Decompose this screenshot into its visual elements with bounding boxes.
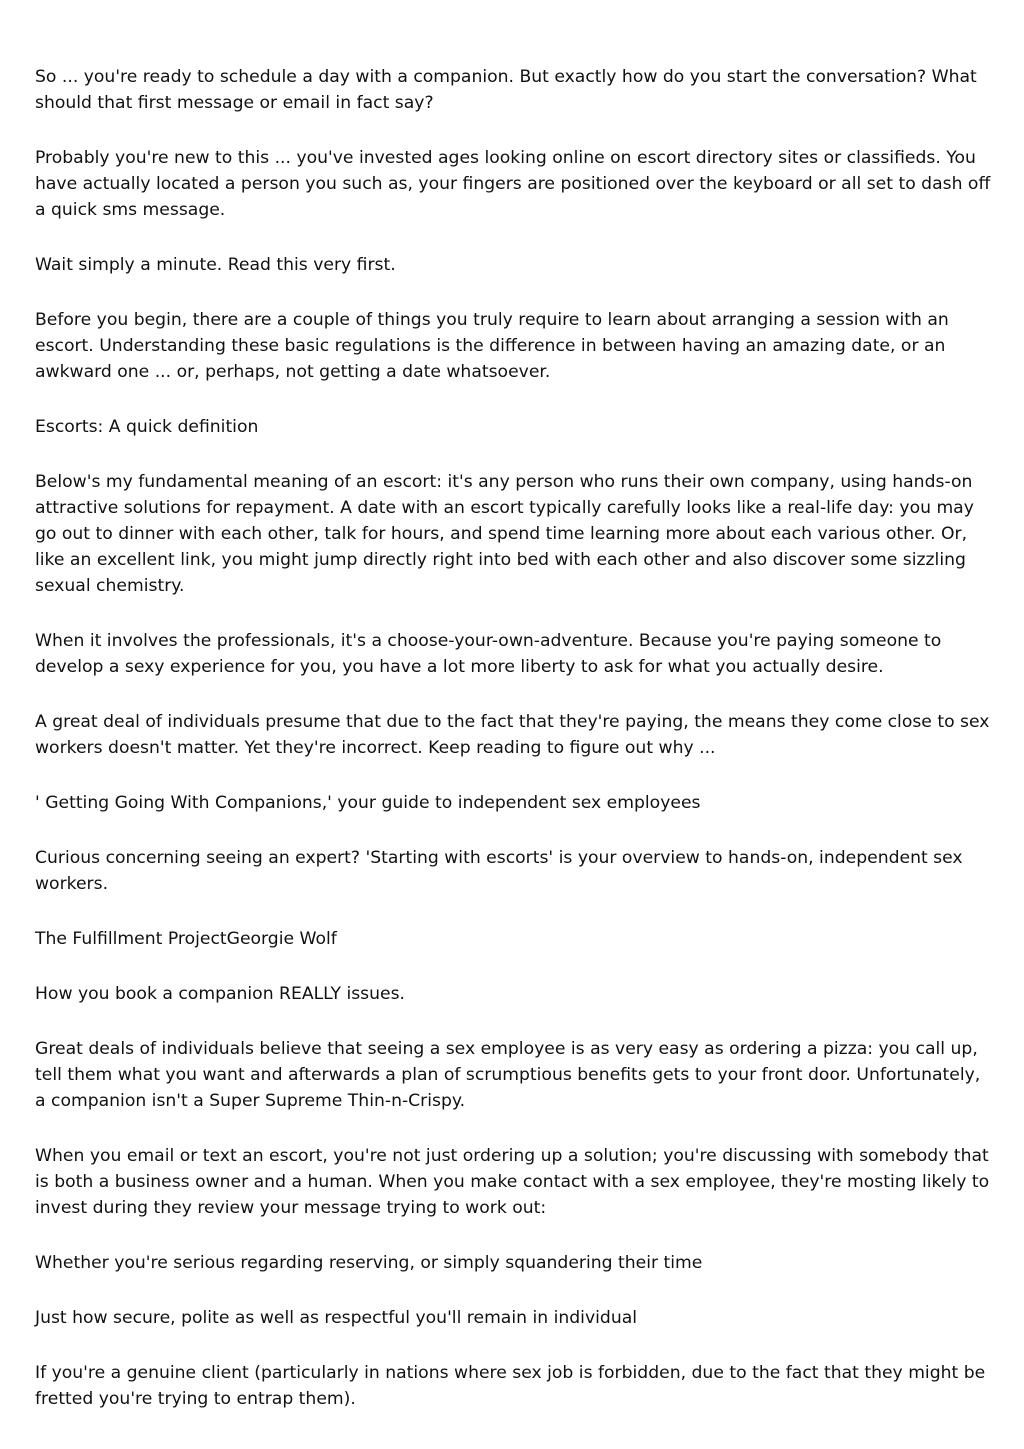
paragraph-email-or-text: When you email or text an escort, you're not just ordering up a solution; you're discussing with somebody that is both a business owner and a human. When you make contact with a sex employee, they're mosting likely to invest during they review your message trying to work out:: [35, 1146, 990, 1218]
paragraph-new-to-this: Probably you're new to this ... you've invested ages looking online on escort directory sites or classifieds. You have actually located a person you such as, your fingers are positioned over the keyboard or all set to dash off a quick sms message.: [35, 148, 991, 220]
guide-title: ' Getting Going With Companions,' your guide to independent sex employees: [35, 793, 701, 813]
paragraph-pizza: Great deals of individuals believe that seeing a sex employee is as very easy as ordering a pizza: you call up, tell them what you want and afterwards a plan of scrumptious benefits gets to your front door. Unfortunately, a companion isn't a Super Supreme Thin-n-Crispy.: [35, 1039, 981, 1111]
paragraph-great-deal: A great deal of individuals presume that due to the fact that they're paying, the means they come close to sex workers doesn't matter. Yet they're incorrect. Keep reading to figure out why ...: [35, 712, 990, 758]
article-body: [35, 64, 995, 1441]
section-heading-definition: Escorts: A quick definition: [35, 417, 259, 437]
paragraph-really-issues: How you book a companion REALLY issues.: [35, 984, 406, 1004]
list-item-secure: Just how secure, polite as well as respectful you'll remain in individual: [35, 1308, 638, 1328]
list-item-serious: Whether you're serious regarding reserving, or simply squandering their time: [35, 1253, 703, 1273]
credit-line: The Fulfillment ProjectGeorgie Wolf: [35, 929, 337, 949]
paragraph-before-you-begin: Before you begin, there are a couple of things you truly require to learn about arranging a session with an escort. Understanding these basic regulations is the difference in between having an amazing date, or an awkward one ... or, perhaps, not getting a date whatsoever.: [35, 310, 949, 382]
list-item-genuine-client: If you're a genuine client (particularly in nations where sex job is forbidden, due to the fact that they might be fretted you're trying to entrap them).: [35, 1363, 986, 1409]
paragraph-definition: Below's my fundamental meaning of an escort: it's any person who runs their own company, using hands-on attractive solutions for repayment. A date with an escort typically carefully looks like a real-life day: you may go out to dinner with each other, talk for hours, and spend time learning more about each various other. Or, like an excellent link, you might jump directly right into bed with each other and also discover some sizzling sexual chemistry.: [35, 472, 974, 596]
guide-description: Curious concerning seeing an expert? 'Starting with escorts' is your overview to hands-on, independent sex workers.: [35, 848, 963, 894]
paragraph-choose-adventure: When it involves the professionals, it's a choose-your-own-adventure. Because you're paying someone to develop a sexy experience for you, you have a lot more liberty to ask for what you actually desire.: [35, 631, 942, 677]
paragraph-wait: Wait simply a minute. Read this very first.: [35, 255, 396, 275]
paragraph-intro: So ... you're ready to schedule a day with a companion. But exactly how do you start the conversation? What should that first message or email in fact say?: [35, 67, 977, 113]
